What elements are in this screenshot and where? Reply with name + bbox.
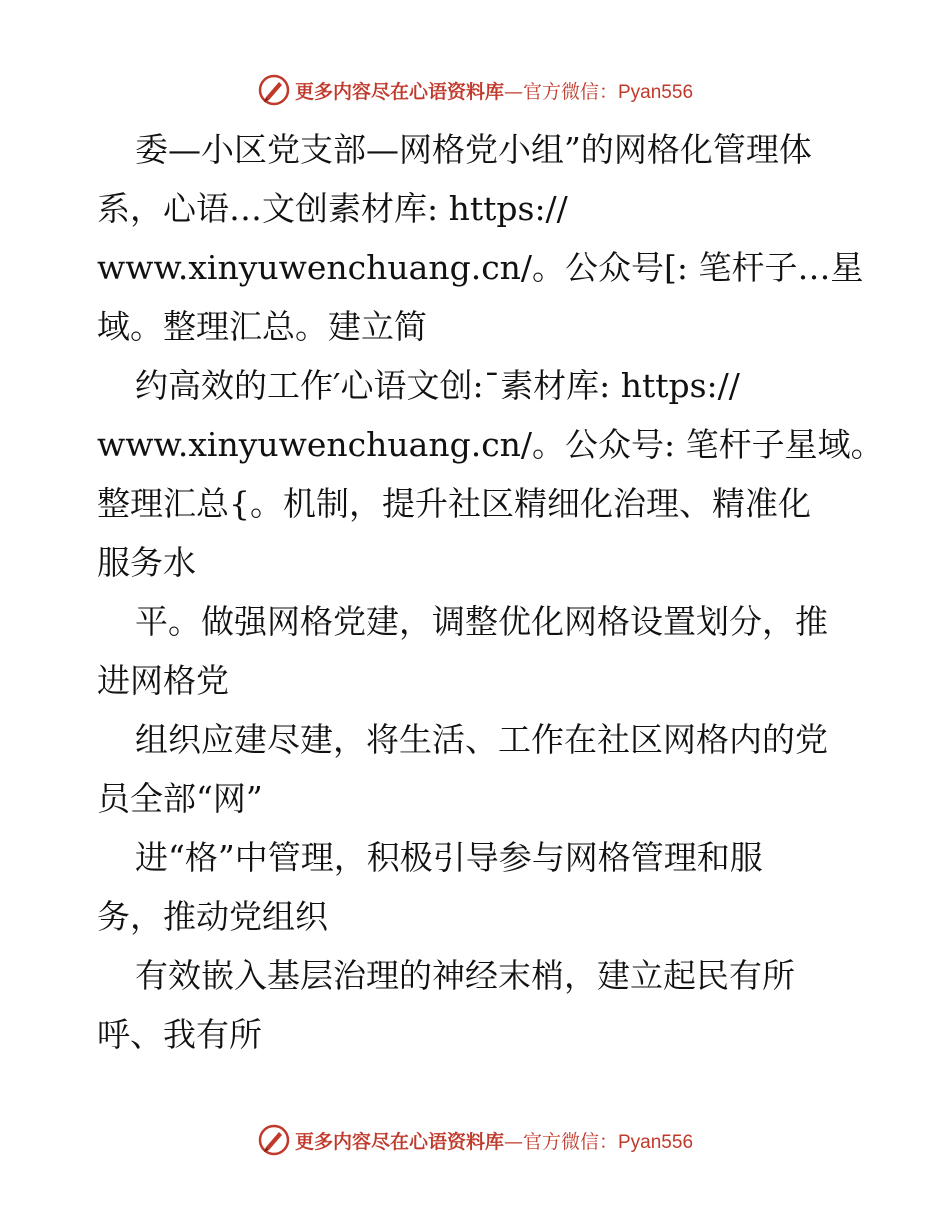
body-line: 平。做强网格党建，调整优化网格设置划分，推 <box>135 602 828 641</box>
pen-logo-icon <box>257 1123 291 1157</box>
footer-banner <box>0 1120 950 1160</box>
footer-separator: — <box>503 1130 523 1153</box>
header-text <box>295 77 693 104</box>
body-line: 务，推动党组织 <box>97 897 328 936</box>
body-line: 整理汇总{。机制，提升社区精细化治理、精准化 <box>97 484 811 523</box>
body-line: 约高效的工作′心语文创:¯素材库: https:// <box>135 366 740 405</box>
header-wechat-label: 官方微信： <box>522 80 618 103</box>
body-line: 有效嵌入基层治理的神经末梢，建立起民有所 <box>135 956 795 995</box>
body-line: 进网格党 <box>97 661 229 700</box>
footer-text <box>295 1127 693 1154</box>
pen-logo-icon <box>257 73 291 107</box>
header-banner <box>0 70 950 110</box>
body-line: www.xinyuwenchuang.cn/。公众号: 笔杆子星域。 <box>97 425 884 464</box>
header-separator: — <box>503 80 523 103</box>
body-line: 系，心语…文创素材库: https:// <box>97 189 568 228</box>
footer-wechat-label: 官方微信： <box>522 1130 618 1153</box>
footer-wechat-id: Pyan556 <box>618 1131 694 1153</box>
footer-brand-text: 更多内容尽在心语资料库 <box>294 1130 504 1153</box>
body-line: 呼、我有所 <box>97 1015 262 1054</box>
body-line: 委—小区党支部—网格党小组”的网格化管理体 <box>135 130 812 169</box>
body-line: 员全部“网” <box>97 779 263 818</box>
body-line: 域。整理汇总。建立简 <box>97 307 427 346</box>
body-line: 服务水 <box>97 543 196 582</box>
header-brand-text: 更多内容尽在心语资料库 <box>294 80 504 103</box>
body-line: 进“格”中管理，积极引导参与网格管理和服 <box>135 838 763 877</box>
header-wechat-id: Pyan556 <box>618 81 694 103</box>
document-body <box>97 120 884 1064</box>
body-line: 组织应建尽建，将生活、工作在社区网格内的党 <box>135 720 828 759</box>
body-line: www.xinyuwenchuang.cn/。公众号[: 笔杆子…星 <box>97 248 864 287</box>
